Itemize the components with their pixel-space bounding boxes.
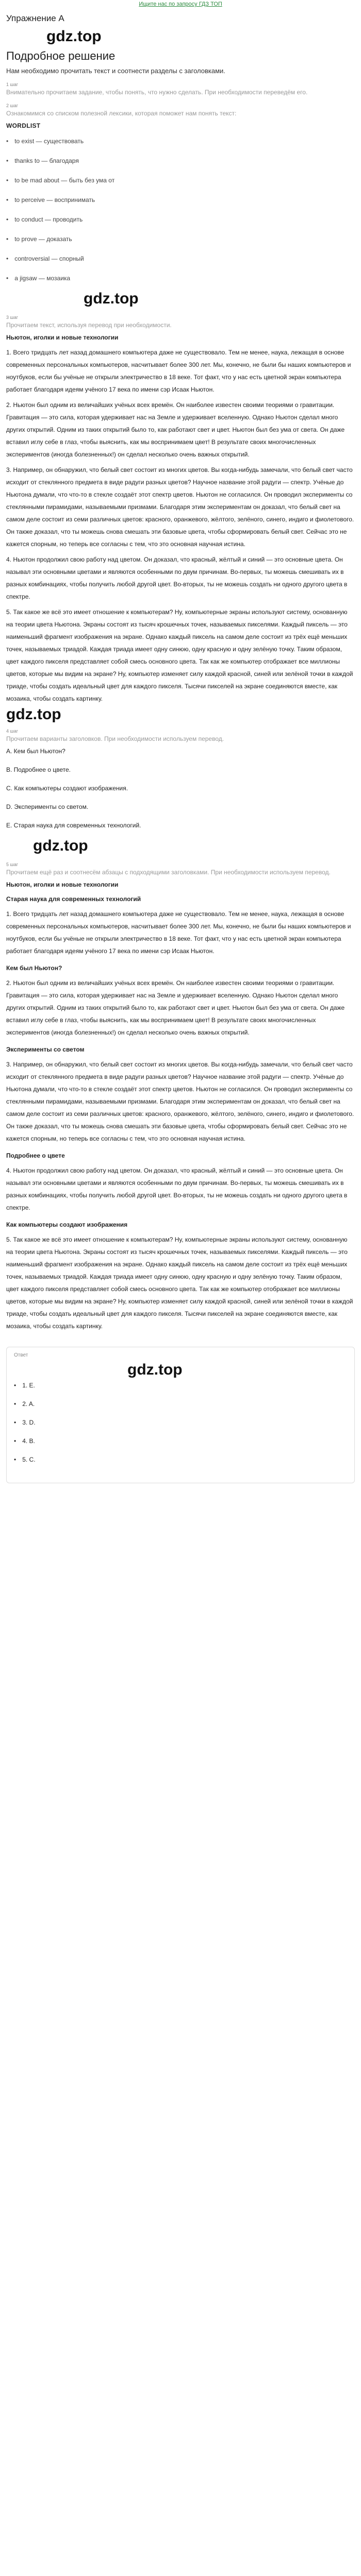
list-item: • to conduct — проводить [6, 215, 355, 234]
watermark: gdz.top [33, 837, 88, 854]
matched-heading: Как компьютеры создают изображения [6, 1221, 128, 1228]
watermark-row-2 [6, 290, 355, 308]
paragraph: 2. Ньютон был одним из величайших учёных всех времён. Он наиболее известен своими теориями о гравитации. Гравитация — это сила, которая удерживает нас на Земле и удерживает вселенную. Однако Ньютон сделал много других открытий. Одним из таких открытий было то, как работают свет и цвет. Ньютон был без ума от света. Он даже вставил иглу себе в глаз, чтобы выяснить, как мы воспринимаем цвет! В результате своих многочисленных экспериментов (иногда болезненных!) он сделал несколько очень важных открытий. [6, 401, 345, 458]
step-description: Внимательно прочитаем задание, чтобы понять, что нужно сделать. При необходимости переведём его. [6, 89, 308, 96]
watermark: gdz.top [84, 290, 139, 307]
step-label: 2 шаг [6, 103, 19, 108]
list-item: • 2. A. [14, 1400, 347, 1419]
step-5 [6, 862, 355, 1332]
top-banner [0, 0, 361, 8]
exercise-title: Упражнение A [6, 13, 64, 23]
list-item: • to exist — существовать [6, 137, 355, 156]
step-4 [6, 728, 355, 829]
step-label: 1 шаг [6, 82, 19, 87]
paragraph: 2. Ньютон был одним из величайших учёных всех времён. Он наиболее известен своими теориями о гравитации. Гравитация — это сила, которая удерживает нас на Земле и удерживает вселенную. Однако Ньютон сделал много других открытий. Одним из таких открытий было то, как работают свет и цвет. Ньютон был без ума от света. Он даже вставил иглу себе в глаз, чтобы выяснить, как мы воспринимаем цвет! В результате своих многочисленных экспериментов (иногда болезненных!) он сделал несколько очень важных открытий. [6, 979, 345, 1036]
matched-heading: Подробнее о цвете [6, 1152, 65, 1159]
answer-label: Ответ [14, 1352, 28, 1358]
solution-title: Подробное решение [6, 49, 116, 62]
paragraph: 5. Так какое же всё это имеет отношение к компьютерам? Ну, компьютерные экраны используют систему, основанную на теории цвета Ньютона. Экраны состоят из тысяч крошечных точек, называемых пикселями. Каждый пиксель — это наименьший фрагмент изображения на экране. Однако каждый пиксель на самом деле состоит из трёх ещё меньших точек, называемых триадой. Каждая триада имеет одну синюю, одну красную и одну зелёную точку. Таким образом, цвет каждого пикселя представляет собой смесь основного цвета. Так как же компьютер отображает все миллионы цветов, которые мы видим на экране? Ну, компьютер изменяет силу каждой красной, синей или зелёной точки в каждой триаде, чтобы создать идеальный цвет для каждого пикселя. Тысячи пикселей на экране соединяются вместе, как мозаика, чтобы создать картинку. [6, 1236, 353, 1330]
wordlist [6, 137, 355, 293]
list-item: • to perceive — воспринимать [6, 195, 355, 215]
list-item: • 3. D. [14, 1419, 347, 1437]
watermark: gdz.top [6, 706, 61, 723]
list-item: • 4. B. [14, 1437, 347, 1456]
matched-heading: Эксперименты со светом [6, 1046, 85, 1053]
heading-option: E. Старая наука для современных технологий. [6, 822, 141, 829]
matched-heading: Старая наука для современных технологий [6, 895, 141, 903]
step-description: Ознакомимся со списком полезной лексики, которая поможет нам понять текст: [6, 110, 237, 117]
step-label: 4 шаг [6, 728, 19, 734]
step-1 [6, 82, 355, 96]
search-hint-link[interactable]: Ищите нас по запросу ГДЗ ТОП [139, 1, 222, 7]
answer-list [14, 1382, 347, 1475]
step-3 [6, 315, 355, 705]
watermark-row-1 [6, 28, 355, 45]
list-item: • a jigsaw — мозаика [6, 274, 355, 293]
answer-box [6, 1347, 355, 1483]
heading-option: A. Кем был Ньютон? [6, 748, 65, 755]
list-item: • to be mad about — быть без ума от [6, 176, 355, 195]
heading-option: D. Эксперименты со светом. [6, 803, 89, 810]
watermark: gdz.top [46, 28, 102, 45]
list-item: • 5. C. [14, 1456, 347, 1475]
step-description: Прочитаем текст, используя перевод при необходимости. [6, 321, 172, 329]
step-label: 3 шаг [6, 315, 19, 320]
watermark: gdz.top [127, 1361, 183, 1378]
text-title: Ньютон, иголки и новые технологии [6, 881, 119, 888]
paragraph: 1. Всего тридцать лет назад домашнего компьютера даже не существовало. Тем не менее, наука, лежащая в основе современных персональных компьютеров, насчитывает более 300 лет. Мы, конечно, не были бы наших компьютеров и ноутбуков, если бы учёные не открыли электричество в 18 веке. Тот факт, что у нас есть цветной экран компьютера работает благодаря идеям учёного 17 века по имени сэр Исаак Ньютон. [6, 349, 351, 393]
paragraph: 1. Всего тридцать лет назад домашнего компьютера даже не существовало. Тем не менее, наука, лежащая в основе современных персональных компьютеров, насчитывает более 300 лет. Мы, конечно, не были бы наших компьютеров и ноутбуков, если бы учёные не открыли электричество в 18 веке. Тот факт, что у нас есть цветной экран компьютера работает благодаря идеям учёного 17 века по имени сэр Исаак Ньютон. [6, 910, 351, 955]
list-item: • controversial — спорный [6, 254, 355, 274]
intro-text: Нам необходимо прочитать текст и соотнести разделы с заголовками. [6, 67, 225, 75]
watermark-row-3 [6, 708, 355, 721]
paragraph: 3. Например, он обнаружил, что белый свет состоит из многих цветов. Вы когда-нибудь замечали, что белый свет часто исходит от стеклянного предмета в виде радуги разных цветов? Научное название этой радуги — спектр. Учёные до Ньютона думали, что что-то в стекле создаёт этот спектр цветов. Ньютон не согласился. Он проводил эксперименты со стеклянными пирамидами, называемыми призмами. Благодаря этим экспериментам он доказал, что белый свет на самом деле состоит из семи различных цветов: красного, оранжевого, жёлтого, зелёного, синего, индиго и фиолетового. Он также доказал, что ты можешь снова смешать эти базовые цвета, чтобы сформировать белый свет. Сейчас это не кажется спорным, но теперь все согласны с тем, что это основная научная истина. [6, 466, 354, 548]
matched-heading: Кем был Ньютон? [6, 964, 62, 972]
wordlist-heading: WORDLIST [6, 122, 41, 129]
step-description: Прочитаем ещё раз и соотнесём абзацы с подходящими заголовками. При необходимости используем перевод. [6, 869, 331, 876]
paragraph: 5. Так какое же всё это имеет отношение к компьютерам? Ну, компьютерные экраны используют систему, основанную на теории цвета Ньютона. Экраны состоят из тысяч крошечных точек, называемых пикселями. Каждый пиксель — это наименьший фрагмент изображения на экране. Однако каждый пиксель на самом деле состоит из трёх ещё меньших точек, называемых триадой. Каждая триада имеет одну синюю, одну красную и одну зелёную точку. Таким образом, цвет каждого пикселя представляет собой смесь основного цвета. Так как же компьютер отображает все миллионы цветов, которые мы видим на экране? Ну, компьютер изменяет силу каждой красной, синей или зелёной точки в каждой триаде, чтобы создать идеальный цвет для каждого пикселя. Тысячи пикселей на экране соединяются вместе, как мозаика, чтобы создать картинку. [6, 608, 353, 702]
step-label: 5 шаг [6, 862, 19, 867]
text-title: Ньютон, иголки и новые технологии [6, 334, 119, 341]
watermark-row-4 [6, 837, 355, 855]
heading-option: B. Подробнее о цвете. [6, 766, 71, 773]
watermark-row-5 [14, 1361, 347, 1382]
paragraph: 3. Например, он обнаружил, что белый свет состоит из многих цветов. Вы когда-нибудь замечали, что белый свет часто исходит от стеклянного предмета в виде радуги разных цветов? Научное название этой радуги — спектр. Учёные до Ньютона думали, что что-то в стекле создаёт этот спектр цветов. Ньютон не согласился. Он проводил эксперименты со стеклянными пирамидами, называемыми призмами. Благодаря этим экспериментам он доказал, что белый свет на самом деле состоит из семи различных цветов: красного, оранжевого, жёлтого, зелёного, синего, индиго и фиолетового. Он также доказал, что ты можешь снова смешать эти базовые цвета, чтобы сформировать белый свет. Сейчас это не кажется спорным, но теперь все согласны с тем, что это основная научная истина. [6, 1061, 354, 1142]
list-item: • thanks to — благодаря [6, 156, 355, 176]
paragraph: 4. Ньютон продолжил свою работу над цветом. Он доказал, что красный, жёлтый и синий — это основные цвета. Он называл эти основными цветами и являются особенными по двум причинам. Во-первых, ты можешь смешивать их в разных комбинациях, чтобы получить любой другой цвет. Во-вторых, ты не можешь создать ни одного другого цвета в спектре. [6, 1167, 348, 1211]
heading-option: C. Как компьютеры создают изображения. [6, 785, 128, 792]
step-description: Прочитаем варианты заголовков. При необходимости используем перевод. [6, 735, 224, 742]
list-item: • to prove — доказать [6, 234, 355, 254]
main-content [6, 13, 355, 1483]
step-2 [6, 103, 355, 293]
paragraph: 4. Ньютон продолжил свою работу над цветом. Он доказал, что красный, жёлтый и синий — это основные цвета. Он называл эти основными цветами и являются особенными по двум причинам. Во-первых, ты можешь смешивать их в разных комбинациях, чтобы получить любой другой цвет. Во-вторых, ты не можешь создать ни одного другого цвета в спектре. [6, 556, 348, 600]
list-item: • 1. E. [14, 1382, 347, 1400]
